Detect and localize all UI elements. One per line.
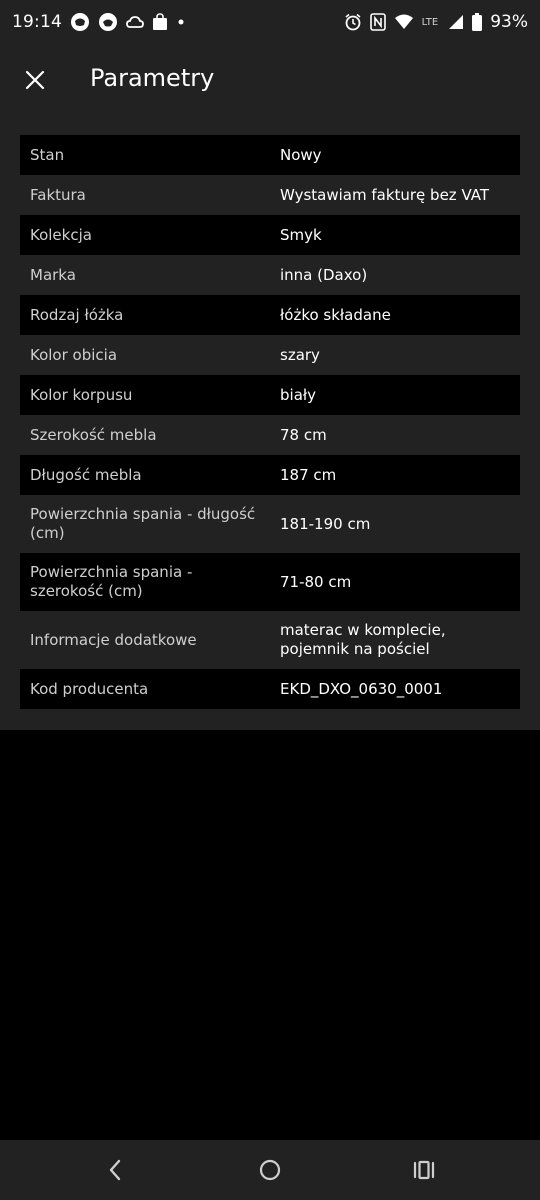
- dot-icon: [176, 17, 186, 27]
- network-type: LTE: [421, 16, 439, 28]
- table-row: [20, 375, 520, 415]
- parameters-panel: [0, 44, 540, 730]
- param-value: EKD_DXO_0630_0001: [280, 679, 443, 698]
- wifi-icon: [394, 14, 414, 30]
- table-row: [20, 295, 520, 335]
- param-value: inna (Daxo): [280, 265, 368, 284]
- status-bar-right: [344, 12, 528, 32]
- table-row: [20, 495, 520, 553]
- param-value: 181-190 cm: [280, 514, 371, 533]
- cloud-icon: [126, 14, 144, 30]
- param-label: Powierzchnia spania - długość (cm): [30, 505, 256, 542]
- param-label: Kod producenta: [30, 679, 149, 698]
- param-value: 71-80 cm: [280, 572, 352, 591]
- table-row: [20, 135, 520, 175]
- param-label: Marka: [30, 265, 76, 284]
- navigation-bar: [0, 1140, 540, 1200]
- param-label: Stan: [30, 145, 65, 164]
- status-time: 19:14: [12, 12, 62, 32]
- param-value: materac w komplecie, pojemnik na pościel: [280, 621, 446, 658]
- app-icon-2: [98, 12, 118, 32]
- shopping-bag-icon: [152, 13, 168, 31]
- close-button[interactable]: [22, 67, 48, 93]
- param-value: Smyk: [280, 225, 322, 244]
- param-label: Faktura: [30, 185, 86, 204]
- table-row: [20, 215, 520, 255]
- home-button[interactable]: [255, 1155, 285, 1185]
- param-label: Kolekcja: [30, 225, 92, 244]
- battery-icon: [472, 13, 482, 31]
- table-row: [20, 455, 520, 495]
- recents-button[interactable]: [409, 1155, 439, 1185]
- header: [0, 44, 540, 118]
- table-row: [20, 611, 520, 669]
- param-label: Kolor obicia: [30, 345, 118, 364]
- param-label: Informacje dodatkowe: [30, 630, 197, 649]
- param-value: Nowy: [280, 145, 322, 164]
- param-value: łóżko składane: [280, 305, 391, 324]
- table-row: [20, 255, 520, 295]
- param-value: biały: [280, 385, 317, 404]
- param-label: Długość mebla: [30, 465, 142, 484]
- home-icon: [259, 1159, 281, 1181]
- param-value: 187 cm: [280, 465, 337, 484]
- status-bar: [0, 0, 540, 44]
- param-label: Kolor korpusu: [30, 385, 133, 404]
- signal-icon: [448, 14, 464, 30]
- nfc-icon: [370, 13, 386, 31]
- recents-icon: [413, 1160, 435, 1180]
- table-row: [20, 553, 520, 611]
- parameters-table: [20, 135, 520, 709]
- param-label: Powierzchnia spania - szerokość (cm): [30, 563, 193, 600]
- back-button[interactable]: [100, 1155, 130, 1185]
- table-row: [20, 335, 520, 375]
- param-label: Rodzaj łóżka: [30, 305, 124, 324]
- table-row: [20, 415, 520, 455]
- status-bar-left: [12, 12, 186, 32]
- page-title: Parametry: [90, 64, 215, 92]
- table-row: [20, 175, 520, 215]
- table-row: [20, 669, 520, 709]
- battery-percent: 93%: [490, 12, 528, 32]
- param-label: Szerokość mebla: [30, 425, 157, 444]
- param-value: 78 cm: [280, 425, 327, 444]
- close-icon: [25, 70, 45, 90]
- param-value: szary: [280, 345, 320, 364]
- back-icon: [107, 1159, 123, 1181]
- app-icon-1: [70, 12, 90, 32]
- param-value: Wystawiam fakturę bez VAT: [280, 185, 490, 204]
- alarm-icon: [344, 13, 362, 31]
